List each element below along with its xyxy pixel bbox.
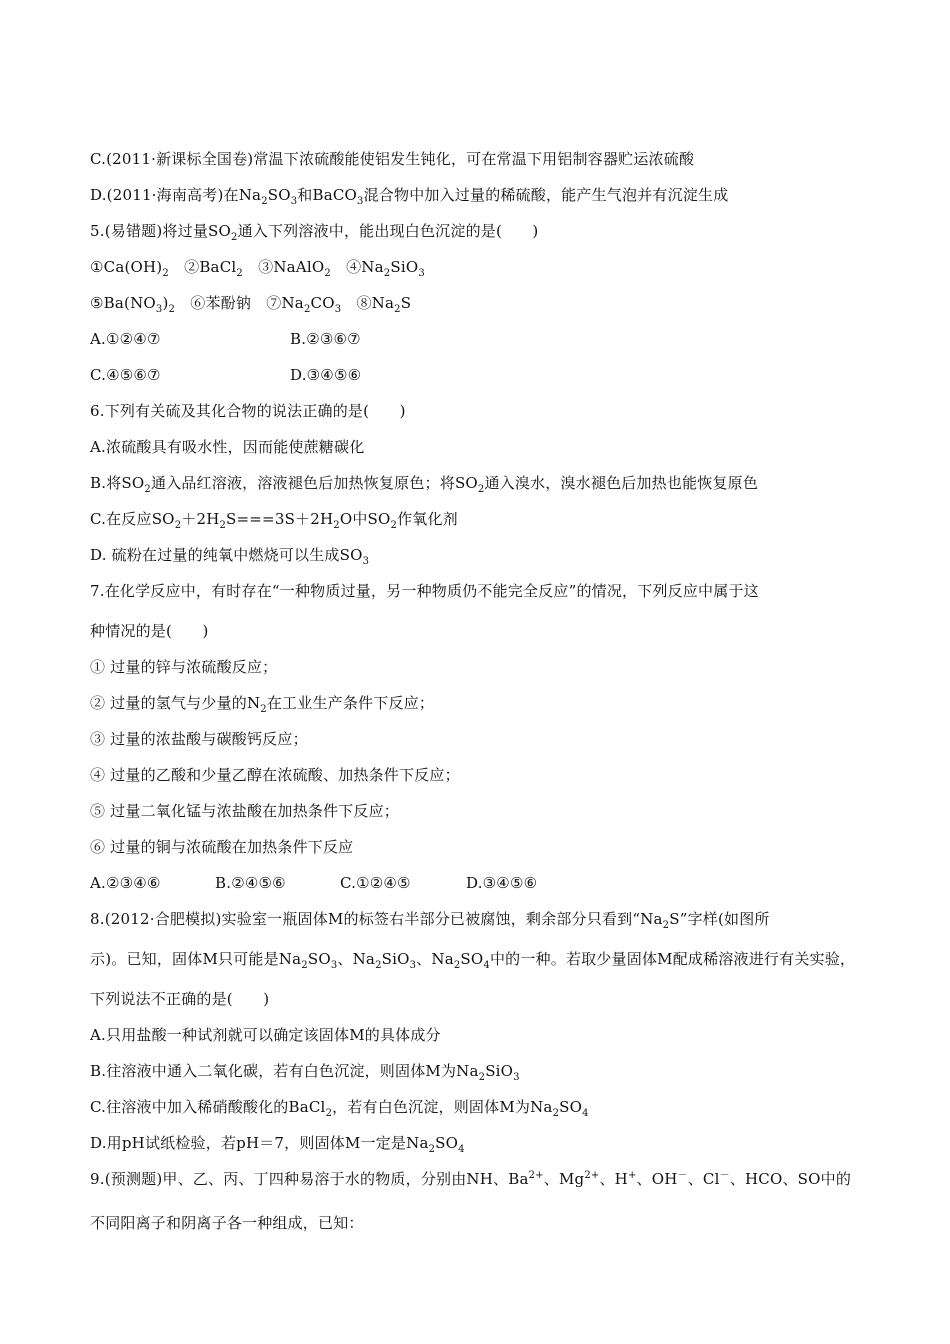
q5-option-c: C.④⑤⑥⑦ [90, 366, 161, 384]
q8-option-c: C.往溶液中加入稀硝酸酸化的BaCl$_2$，若有白色沉淀，则固体M为$Na_2SO_4$ [90, 1098, 589, 1119]
q8-option-d: D.用pH试纸检验，若pH＝7，则固体M一定是$Na_2SO_4$ [90, 1134, 465, 1155]
q8-stem-line3: 下列说法不正确的是( ) [90, 990, 270, 1008]
q7-option-b: B.②④⑤⑥ [215, 874, 286, 892]
q7-item-1: ① 过量的锌与浓硫酸反应； [90, 658, 278, 676]
q8-stem-line2: 示)。已知，固体M只可能是$Na_2SO_3$、$Na_2SiO_3$、$Na_2SO_4$中的一种。若取少量固体M配成稀溶液进行有关实验， [90, 950, 856, 971]
q5-option-d: D.③④⑤⑥ [290, 366, 362, 384]
q7-option-d: D.③④⑤⑥ [466, 874, 538, 892]
q5-option-a: A.①②④⑦ [90, 330, 161, 348]
q7-item-5: ⑤ 过量二氧化锰与浓盐酸在加热条件下反应； [90, 802, 399, 820]
prev-option-d: D.(2011·海南高考)在$Na_2SO_3$和BaCO$_3$混合物中加入过量的稀硫酸，能产生气泡并有沉淀生成 [90, 186, 729, 207]
q9-stem-line2: 不同阳离子和阴离子各一种组成，已知： [90, 1214, 364, 1232]
q5-stem: 5.(易错题)将过量$SO_2$通入下列溶液中，能出现白色沉淀的是( ) [90, 222, 539, 243]
q7-item-3: ③ 过量的浓盐酸与碳酸钙反应； [90, 730, 308, 748]
q5-items-row1: $①Ca(OH)_2$ ②BaCl$_2$ ③NaAlO$_2$ $④Na_2SiO_3$ [90, 258, 425, 279]
q7-option-a: A.②③④⑥ [90, 874, 161, 892]
q5-items-row2: $⑤Ba(NO_3)_2$ ⑥苯酚钠 $⑦Na_2CO_3$ $⑧Na_2S$ [90, 294, 412, 315]
q7-stem-line2: 种情况的是( ) [90, 622, 209, 640]
q8-stem-line1: 8.(2012·合肥模拟)实验室一瓶固体M的标签右半部分已被腐蚀，剩余部分只看到“$Na_2S$”字样(如图所 [90, 910, 770, 931]
q8-option-b: B.往溶液中通入二氧化碳，若有白色沉淀，则固体M为$Na_2SiO_3$ [90, 1062, 520, 1083]
q7-item-6: ⑥ 过量的铜与浓硫酸在加热条件下反应 [90, 838, 354, 856]
q7-item-4: ④ 过量的乙酸和少量乙醇在浓硫酸、加热条件下反应； [90, 766, 460, 784]
q6-option-a: A.浓硫酸具有吸水性，因而能使蔗糖碳化 [90, 438, 365, 456]
prev-option-c: C.(2011·新课标全国卷)常温下浓硫酸能使铝发生钝化，可在常温下用铝制容器贮运浓硫酸 [90, 150, 695, 168]
q6-option-b: B.将$SO_2$通入品红溶液，溶液褪色后加热恢复原色；将$SO_2$通入溴水，溴水褪色后加热也能恢复原色 [90, 474, 759, 495]
q6-option-c: C.在反应$SO_2+2H_2S===3S+2H_2O$中$SO_2$作氧化剂 [90, 510, 458, 531]
q7-stem-line1: 7.在化学反应中，有时存在“一种物质过量，另一种物质仍不能完全反应”的情况，下列反应中属于这 [90, 582, 759, 600]
q7-option-c: C.①②④⑤ [340, 874, 411, 892]
q6-option-d: D. 硫粉在过量的纯氧中燃烧可以生成$SO_3$ [90, 546, 370, 567]
q9-stem-line1: 9.(预测题)甲、乙、丙、丁四种易溶于水的物质，分别由NH、$Ba^{2+}$、$Mg^{2+}$、H+、OH－、Cl－、HCO、SO中的 [90, 1170, 852, 1188]
q6-stem: 6.下列有关硫及其化合物的说法正确的是( ) [90, 402, 406, 420]
q5-option-b: B.②③⑥⑦ [290, 330, 361, 348]
q8-option-a: A.只用盐酸一种试剂就可以确定该固体M的具体成分 [90, 1026, 441, 1044]
q7-item-2: ② 过量的氢气与少量的$N_2$在工业生产条件下反应； [90, 694, 435, 715]
